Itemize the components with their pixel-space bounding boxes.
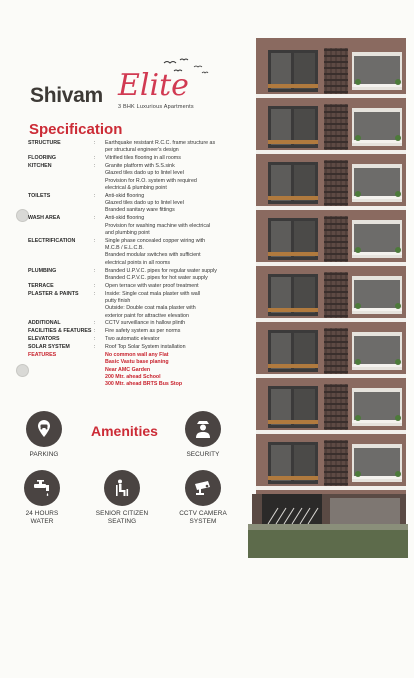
plant xyxy=(355,191,361,197)
spec-value-line: CCTV surveillance in hallow plinth xyxy=(105,320,186,327)
spec-value-line: Glazed tiles dado up to lintel level xyxy=(105,200,184,207)
spec-row xyxy=(28,291,252,320)
spec-value xyxy=(105,140,252,155)
spec-value-line: Anti-skid flooring xyxy=(105,192,145,199)
amenity-water xyxy=(2,470,82,525)
spec-value-line: exterior paint for attractive elevation xyxy=(105,312,189,319)
spec-row xyxy=(28,328,252,335)
spec-row xyxy=(28,336,252,343)
floor-slab xyxy=(256,150,406,154)
spec-value-line: Open terrace with water proof treatment xyxy=(105,282,199,289)
spec-value-line: Roof Top Solar System installation xyxy=(105,344,186,351)
specification-table xyxy=(28,140,252,389)
spec-row xyxy=(28,140,252,155)
spec-label: FACILITIES & FEATURES xyxy=(28,328,92,335)
spec-label: FEATURES xyxy=(28,352,57,359)
floor-slab xyxy=(256,374,406,378)
plant xyxy=(355,303,361,309)
spec-value xyxy=(105,238,252,267)
spec-label: TOILETS xyxy=(28,192,51,199)
spec-value-line: per structural engineer's design xyxy=(105,147,179,154)
spec-label: SOLAR SYSTEM xyxy=(28,344,70,351)
spec-value-line: Provision for R.O. system with required xyxy=(105,177,197,184)
spec-colon: : xyxy=(94,328,96,335)
spec-label: ELEVATORS xyxy=(28,336,60,343)
spec-value xyxy=(105,215,252,237)
spec-value-line: Outside: Double coat mala plaster with xyxy=(105,305,196,312)
amenity-cctv xyxy=(163,470,243,525)
spec-value-line: M.C.B / E.L.C.B. xyxy=(105,245,144,252)
spec-row xyxy=(28,163,252,192)
spec-value-line: Near AMC Garden xyxy=(105,366,151,373)
building-illustration xyxy=(248,38,408,558)
spec-value-line: Single phase concealed copper wiring with xyxy=(105,237,206,244)
car-icon xyxy=(26,411,62,447)
spec-label: PLUMBING xyxy=(28,267,57,274)
floor-slab xyxy=(256,94,406,98)
spec-value-line: Inside: Single coat mala plaster with wall xyxy=(105,290,201,297)
spec-value xyxy=(105,193,252,215)
camera-icon xyxy=(185,470,221,506)
spec-colon: : xyxy=(94,163,96,170)
spec-value-line: Vitrified tiles flooring in all rooms xyxy=(105,155,181,162)
spec-colon: : xyxy=(94,215,96,222)
plant xyxy=(355,415,361,421)
spec-value-line: electrical & plumbing point xyxy=(105,184,167,191)
spec-value xyxy=(105,344,252,351)
spec-value-line: Granite platform with S.S.sink xyxy=(105,163,175,170)
plant xyxy=(355,471,361,477)
tap-icon xyxy=(24,470,60,506)
spec-value-line: Anti-skid flooring xyxy=(105,215,145,222)
spec-row xyxy=(28,238,252,267)
amenity-parking xyxy=(4,411,84,459)
spec-colon: : xyxy=(94,320,96,327)
spec-label: TERRACE xyxy=(28,282,54,289)
spec-colon: : xyxy=(94,140,96,146)
amenity-label: CCTV CAMERA SYSTEM xyxy=(179,510,227,525)
amenity-label: SENIOR CITIZEN SEATING xyxy=(95,510,149,525)
spec-colon: : xyxy=(94,344,96,351)
floor-slab xyxy=(256,206,406,210)
spec-label: ADDITIONAL xyxy=(28,320,61,327)
spec-value xyxy=(105,320,252,327)
amenity-label: PARKING xyxy=(29,451,59,458)
floor-slab xyxy=(256,486,406,490)
guard-icon xyxy=(185,411,221,447)
spec-value xyxy=(105,155,252,162)
spec-row xyxy=(28,268,252,283)
spec-value xyxy=(105,328,252,335)
spec-colon: : xyxy=(94,155,96,162)
spec-row xyxy=(28,344,252,351)
spec-label: KITCHEN xyxy=(28,163,52,170)
spec-row xyxy=(28,320,252,327)
spec-colon: : xyxy=(94,336,96,343)
amenity-seating xyxy=(82,470,162,525)
spec-label: PLASTER & PAINTS xyxy=(28,290,79,297)
floor-slab xyxy=(256,430,406,434)
plant xyxy=(355,359,361,365)
amenity-label: 24 HOURS WATER xyxy=(25,510,59,525)
amenity-label: SECURITY xyxy=(186,451,220,458)
spec-value-line: electrical points in all rooms xyxy=(105,259,171,266)
spec-value-line: Branded modular switches with sufficient xyxy=(105,252,201,259)
spec-label: FLOORING xyxy=(28,155,56,162)
spec-value-line: and plumbing point xyxy=(105,229,150,236)
spec-label: STRUCTURE xyxy=(28,140,61,146)
spec-colon: : xyxy=(94,192,96,199)
spec-row xyxy=(28,352,252,388)
spec-value-line: Earthquake resistant R.C.C. frame structure as xyxy=(105,140,216,146)
spec-value-line: Branded sanitary ware fittings xyxy=(105,207,175,214)
spec-value xyxy=(105,336,252,343)
spec-label: WASH AREA xyxy=(28,215,61,222)
spec-colon: : xyxy=(94,290,96,297)
spec-label: ELECTRIFICATION xyxy=(28,237,76,244)
spec-value-line: 200 Mtr. ahead School xyxy=(105,373,161,380)
spec-value-line: Provision for washing machine with electrical xyxy=(105,222,211,229)
seat-icon xyxy=(104,470,140,506)
spec-value-line: Branded C.P.V.C. pipes for hot water supply xyxy=(105,274,208,281)
logo-tagline: 3 BHK Luxurious Apartments xyxy=(118,104,194,110)
amenity-security xyxy=(163,411,243,459)
spec-row xyxy=(28,193,252,215)
spec-value xyxy=(105,163,252,192)
spec-value-line: Two automatic elevator xyxy=(105,336,160,343)
logo-brand: Shivam xyxy=(30,84,103,107)
plant xyxy=(355,135,361,141)
spec-value xyxy=(105,291,252,320)
spec-value-line: Basic Vastu base planing xyxy=(105,359,169,366)
specification-title: Specification xyxy=(29,121,123,138)
spec-value-line: putty finish xyxy=(105,297,131,304)
amenities-title: Amenities xyxy=(91,423,158,439)
floor-slab xyxy=(256,318,406,322)
spec-value xyxy=(105,283,252,290)
spec-colon: : xyxy=(94,267,96,274)
spec-row xyxy=(28,155,252,162)
spec-row xyxy=(28,215,252,237)
plant xyxy=(355,79,361,85)
spec-value-line: No common wall any Flat xyxy=(105,352,169,359)
spec-value-line: Branded U.P.V.C. pipes for regular water supply xyxy=(105,267,217,274)
floor-slab xyxy=(256,262,406,266)
spec-value xyxy=(105,268,252,283)
spec-row xyxy=(28,283,252,290)
logo-script: Elite xyxy=(118,68,189,103)
logo xyxy=(30,68,230,122)
spec-value-line: Fire safety system as per norms xyxy=(105,328,181,335)
spec-value-line: Glazed tiles dado up to lintel level xyxy=(105,170,184,177)
spec-value xyxy=(105,352,252,388)
spec-colon: : xyxy=(94,282,96,289)
spec-colon: : xyxy=(94,237,96,244)
plant xyxy=(355,247,361,253)
spec-value-line: 300 Mtr. ahead BRTS Bus Stop xyxy=(105,381,183,388)
